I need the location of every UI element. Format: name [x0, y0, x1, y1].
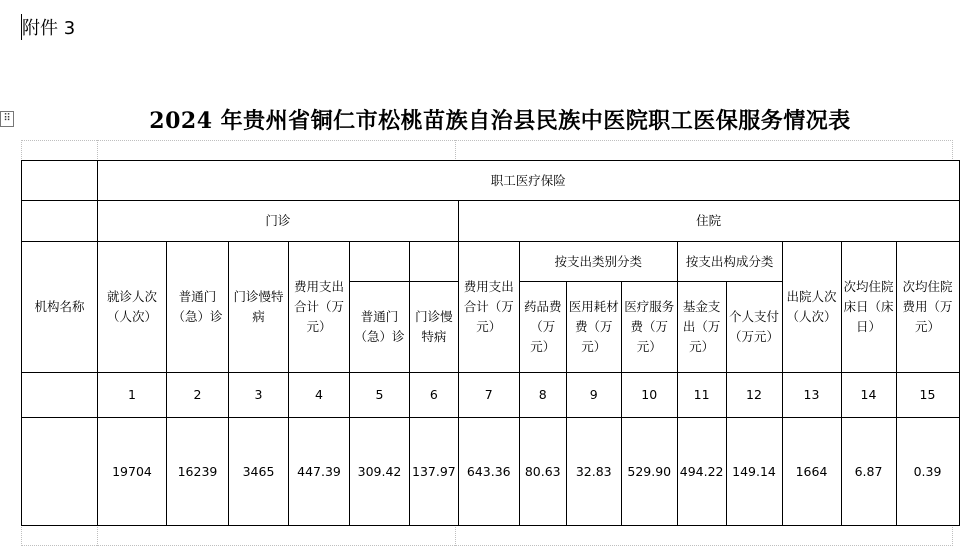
inpatient-header: 住院 — [458, 201, 959, 242]
outpatient-header: 门诊 — [98, 201, 459, 242]
dotted-divider — [97, 525, 98, 546]
col-number: 4 — [289, 373, 350, 418]
value-cell: 447.39 — [289, 418, 350, 526]
col-number: 6 — [410, 373, 459, 418]
page-title: 2024 年贵州省铜仁市松桃苗族自治县民族中医院职工医保服务情况表 — [149, 108, 851, 134]
value-cell: 494.22 — [677, 418, 726, 526]
empty-cell — [22, 373, 98, 418]
table-row — [22, 418, 960, 526]
by-structure-header: 按支出构成分类 — [677, 242, 782, 282]
col-header-8: 药品费（万元） — [519, 282, 566, 373]
empty-cell — [410, 242, 459, 282]
col-number: 13 — [782, 373, 841, 418]
col-number: 10 — [621, 373, 677, 418]
col-header-13: 出院人次（人次） — [782, 242, 841, 373]
by-category-header: 按支出类别分类 — [519, 242, 677, 282]
col-number: 11 — [677, 373, 726, 418]
col-header-10: 医疗服务费（万元） — [621, 282, 677, 373]
col-header-6: 门诊慢特病 — [410, 282, 459, 373]
col-number: 3 — [229, 373, 289, 418]
col-header-7: 费用支出合计（万元） — [458, 242, 519, 373]
value-cell: 643.36 — [458, 418, 519, 526]
dotted-divider — [455, 525, 456, 546]
col-number: 15 — [896, 373, 959, 418]
value-cell: 3465 — [229, 418, 289, 526]
group-header: 职工医疗保险 — [98, 161, 960, 201]
dotted-grid-row-top — [21, 140, 953, 161]
dotted-divider — [97, 140, 98, 161]
col-header-1: 就诊人次（人次） — [98, 242, 167, 373]
col-header-5: 普通门（急）诊 — [350, 282, 410, 373]
col-number: 7 — [458, 373, 519, 418]
value-cell: 16239 — [167, 418, 229, 526]
column-number-row — [22, 373, 960, 418]
dotted-grid-row-bottom — [21, 525, 953, 546]
value-cell: 149.14 — [726, 418, 782, 526]
col-number: 14 — [841, 373, 896, 418]
col-number: 5 — [350, 373, 410, 418]
value-cell: 137.97 — [410, 418, 459, 526]
org-name-header: 机构名称 — [22, 242, 98, 373]
value-cell: 32.83 — [566, 418, 621, 526]
value-cell: 0.39 — [896, 418, 959, 526]
value-cell: 309.42 — [350, 418, 410, 526]
col-header-2: 普通门（急）诊 — [167, 242, 229, 373]
value-cell: 529.90 — [621, 418, 677, 526]
col-header-15: 次均住院费用（万元） — [896, 242, 959, 373]
col-header-9: 医用耗材费（万元） — [566, 282, 621, 373]
org-name-cell — [22, 418, 98, 526]
col-number: 12 — [726, 373, 782, 418]
col-number: 2 — [167, 373, 229, 418]
value-cell: 19704 — [98, 418, 167, 526]
col-number: 8 — [519, 373, 566, 418]
value-cell: 6.87 — [841, 418, 896, 526]
col-header-11: 基金支出（万元） — [677, 282, 726, 373]
col-header-4: 费用支出合计（万元） — [289, 242, 350, 373]
dotted-divider — [455, 140, 456, 161]
col-number: 1 — [98, 373, 167, 418]
empty-cell — [350, 242, 410, 282]
insurance-service-table — [21, 160, 960, 526]
col-header-3: 门诊慢特病 — [229, 242, 289, 373]
empty-cell — [22, 161, 98, 201]
attachment-label: 附件 3 — [22, 18, 76, 39]
col-header-12: 个人支付（万元） — [726, 282, 782, 373]
value-cell: 1664 — [782, 418, 841, 526]
table-move-handle-icon[interactable]: ⠿ — [0, 111, 14, 127]
col-number: 9 — [566, 373, 621, 418]
value-cell: 80.63 — [519, 418, 566, 526]
col-header-14: 次均住院床日（床日） — [841, 242, 896, 373]
empty-cell — [22, 201, 98, 242]
